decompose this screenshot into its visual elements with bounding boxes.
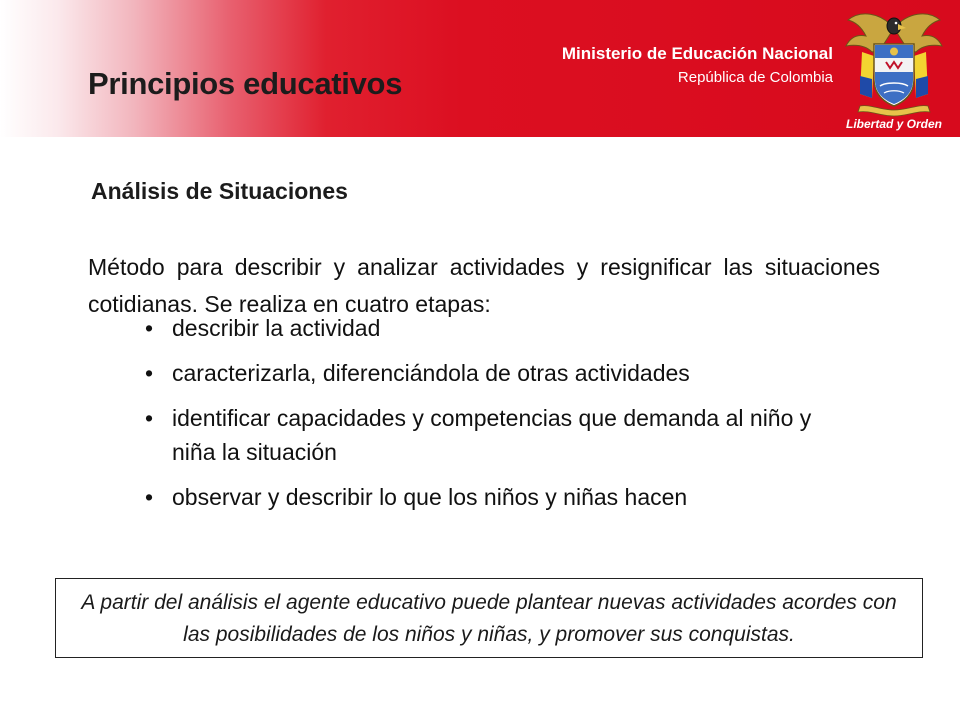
list-item: [145, 311, 845, 345]
list-item: [145, 480, 845, 514]
section-heading: Análisis de Situaciones: [91, 178, 348, 204]
bullet-icon: •: [145, 315, 154, 341]
bullet-icon: •: [145, 484, 154, 510]
country-name: República de Colombia: [677, 69, 833, 86]
steps-list: [145, 311, 845, 525]
ministry-name: Ministerio de Educación Nacional: [561, 44, 833, 63]
conclusion-note-box: [55, 578, 923, 658]
page-title: Principios educativos: [88, 66, 403, 101]
step-text: describir la actividad: [172, 315, 381, 341]
intro-paragraph: Método para describir y analizar actividades y resignificar las situaciones cotidianas. Se realiza en cuatro etapas:: [88, 254, 880, 317]
coat-of-arms-logo: [840, 6, 948, 132]
motto-text: Libertad y Orden: [845, 117, 943, 131]
list-item: [145, 356, 845, 390]
step-text: caracterizarla, diferenciándola de otras actividades: [172, 360, 690, 386]
conclusion-note-text: A partir del análisis el agente educativo puede plantear nuevas actividades acordes con las posibilidades de los niños y niñas, y promover sus conquistas.: [81, 591, 897, 646]
list-item: [145, 401, 845, 469]
bullet-icon: •: [145, 405, 154, 431]
step-text: identificar capacidades y competencias que demanda al niño y niña la situación: [172, 405, 812, 465]
step-text: observar y describir lo que los niños y niñas hacen: [172, 484, 688, 510]
bullet-icon: •: [145, 360, 154, 386]
ministry-block: [562, 44, 833, 86]
